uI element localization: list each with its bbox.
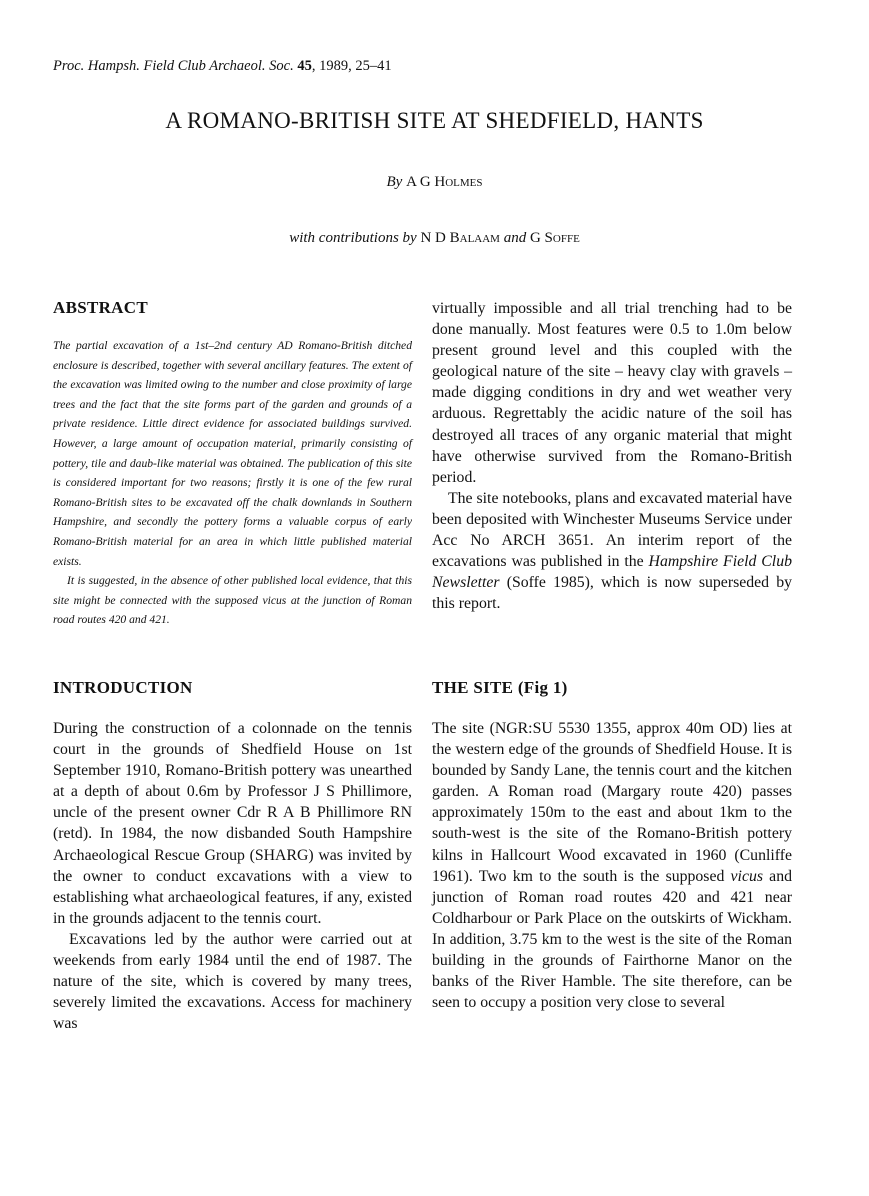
journal-pages: , 1989, 25–41 [311,58,392,74]
continuation-paragraph-2 [432,488,792,615]
contributions-prefix: with contributions by [289,230,417,246]
deposit-text-end: (Soffe 1985), which is now superseded by this report. [432,574,792,613]
contributions-line [0,230,869,247]
introduction-heading: INTRODUCTION [53,678,193,697]
deposit-text: The site notebooks, plans and excavated material have been deposited with Winchester Museums Service under Acc No ARCH 3651. An interim report of the excavations was published in the [432,489,792,571]
abstract-paragraph-1: The partial excavation of a 1st–2nd century AD Romano-British ditched enclosure is described, together with several ancillary features. The extent of the excavation was limited owing to the number and close proximity of large trees and the fact that the site forms part of the garden and grounds of a private residence. Little direct evidence for associated buildings survived. However, a large amount of occupation material, primarily consisting of pottery, tile and daub-like material was obtained. The publication of this site is considered important for two reasons; firstly it is one of the few rural Romano-British sites to be excavated off the chalk downlands in Southern Hampshire, and secondly the pottery forms a valuable corpus of early Romano-British material for an area in which little published material exists. [53,339,412,568]
site-text: The site (NGR:SU 5530 1355, approx 40m OD) lies at the western edge of the grounds of Shedfield House. It is bounded by Sandy Lane, the tennis court and the kitchen garden. A Roman road (Margary route 420) passes approximately 150m to the east and about 1km to the south-west is the site of the Romano-British pottery kilns in Hallcourt Wood excavated in 1960 (Cunliffe 1961). Two km to the south is the supposed [432,720,792,885]
introduction-section [53,678,412,1034]
introduction-paragraph-1: During the construction of a colonnade on the tennis court in the grounds of Shedfield House on 1st September 1910, Romano-British pottery was unearthed at a depth of about 0.6m by Professor J S Phillimore, uncle of the present owner Cdr R A B Phillimore RN (retd). In 1984, the now disbanded South Hampshire Archaeological Rescue Group (SHARG) was invited by the owner to conduct excavations with a view to establishing what archaeological features, if any, existed in the grounds adjacent to the tennis court. [53,720,412,927]
byline-author: A G Holmes [406,174,483,190]
article-title: A ROMANO-BRITISH SITE AT SHEDFIELD, HANTS [165,108,704,133]
byline [0,174,869,191]
continuation-paragraph-1: virtually impossible and all trial trenching had to be done manually. Most features were 0.5 to 1.0m below present ground level and this coupled with the geological nature of the site – heavy clay with gravels – made digging conditions in dry and wet weather very arduous. Regrettably the acidic nature of the soil has destroyed all traces of any organic material that might have otherwise survived from the Romano-British period. [432,300,792,486]
continuation-section [432,298,792,614]
vicus-term: vicus [730,867,764,885]
site-text-end: and junction of Roman road routes 420 and 421 near Coldharbour or Park Place on the outskirts of Wickham. In addition, 3.75 km to the west is the site of the Roman building in the grounds of Fairthorne Manor on the banks of the River Hamble. The site therefore, can be seen to occupy a position very close to several [432,867,792,1012]
contributor-1: N D Balaam [420,230,500,246]
journal-citation [53,58,392,75]
contributions-and: and [503,230,527,246]
site-paragraph [432,718,792,1013]
contributor-2: G Soffe [529,230,580,246]
site-section [432,678,792,1013]
newsletter-title: Hampshire Field Club Newsletter [432,553,792,592]
abstract-heading: ABSTRACT [53,298,148,317]
journal-name: Proc. Hampsh. Field Club Archaeol. Soc. [53,58,294,74]
abstract-paragraph-2: It is suggested, in the absence of other published local evidence, that this site might be connected with the supposed vicus at the junction of Roman road routes 420 and 421. [53,574,412,627]
introduction-paragraph-2: Excavations led by the author were carried out at weekends from early 1984 until the end of 1987. The nature of the site, which is covered by many trees, severely limited the excavations. Access for machinery was [53,930,412,1033]
journal-volume: 45 [297,58,312,74]
byline-by: By [386,174,403,190]
abstract-section [53,298,412,630]
site-heading: THE SITE (Fig 1) [432,678,568,697]
